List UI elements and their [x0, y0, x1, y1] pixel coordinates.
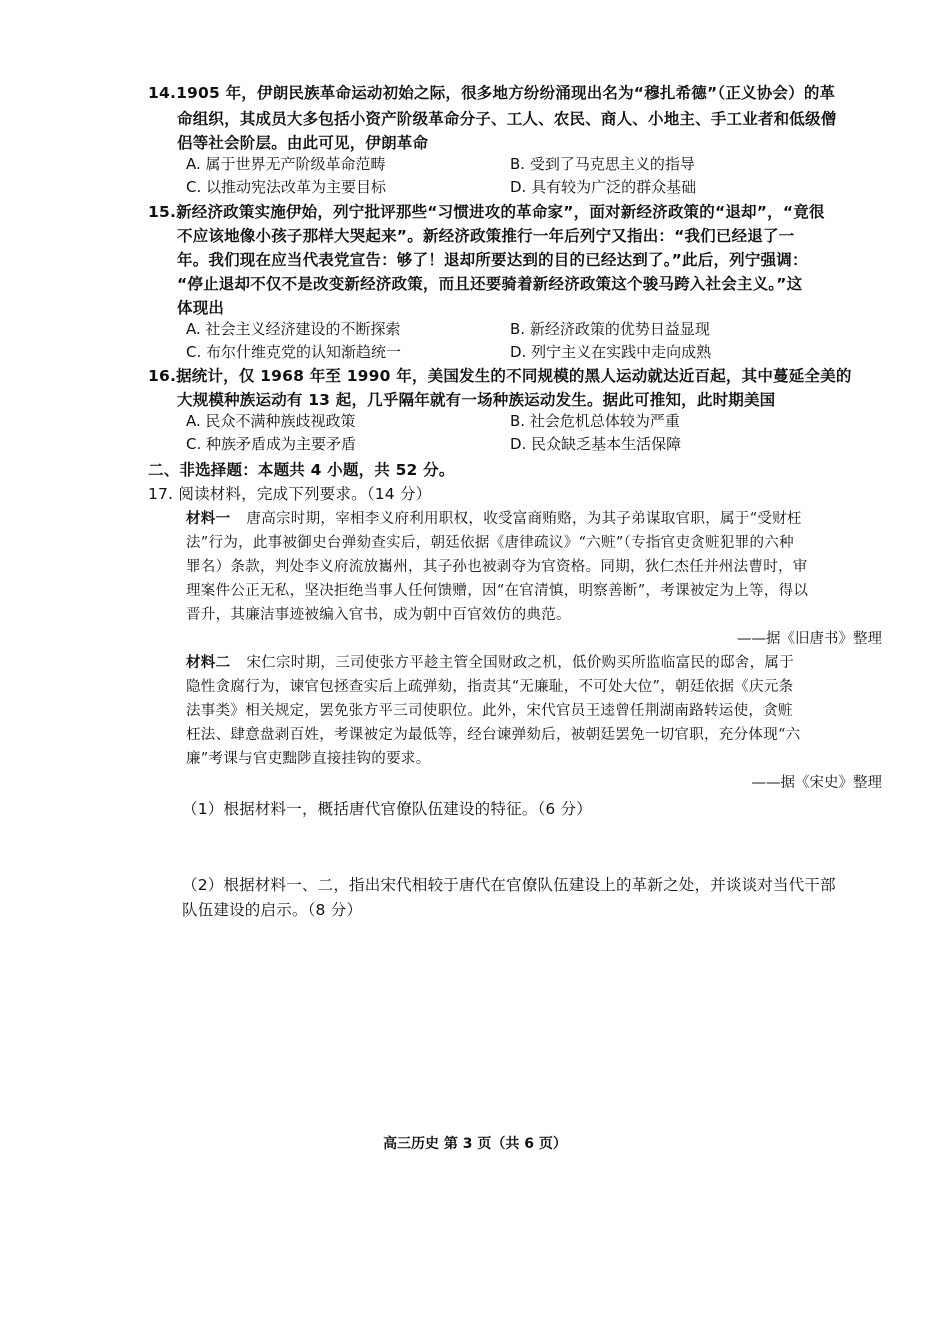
material-1-line-1: 材料一 唐高宗时期，宰相李义府利用职权，收受富商贿赂，为其子弟谋取官职，属于“受财枉: [186, 510, 802, 527]
question-16-line-2: 大规模种族运动有 13 起，几乎隔年就有一场种族运动发生。据此可推知，此时期美国: [177, 391, 776, 409]
sub-question-1: （1）根据材料一，概括唐代官僚队伍建设的特征。（6 分）: [182, 800, 593, 818]
material-2-line-2: 隐性贪腐行为，谏官包拯查实后上疏弹劾，指责其“无廉耻，不可处大位”，朝廷依据《庆元条: [186, 679, 794, 695]
material-1-label: 材料一: [186, 510, 231, 527]
question-17-intro: 17. 阅读材料，完成下列要求。（14 分）: [148, 485, 432, 503]
material-2-line-5: 廉”考课与官吏黜陟直接挂钩的要求。: [186, 751, 431, 767]
question-15-line-1: 15.新经济政策实施伊始，列宁批评那些“习惯进攻的革命家”，面对新经济政策的“退却”，“竟很: [148, 203, 825, 221]
option-15-c: C. 布尔什维克党的认知渐趋统一: [186, 343, 402, 361]
option-15-d: D. 列宁主义在实践中走向成熟: [510, 343, 712, 361]
material-2-line-1: 材料二 宋仁宗时期，三司使张方平趁主管全国财政之机，低价购买所监临富民的邸舍，属于: [186, 654, 795, 671]
option-14-c: C. 以推动宪法改革为主要目标: [186, 178, 387, 196]
sub-question-2-line-2: 队伍建设的启示。（8 分）: [182, 901, 363, 919]
option-16-a: A. 民众不满种族歧视政策: [186, 412, 356, 430]
option-15-b: B. 新经济政策的优势日益显现: [510, 320, 710, 338]
question-14-line-3: 侣等社会阶层。由此可见，伊朗革命: [177, 134, 429, 152]
question-number: 16.: [148, 367, 177, 385]
option-15-a: A. 社会主义经济建设的不断探索: [186, 320, 401, 338]
option-16-c: C. 种族矛盾成为主要矛盾: [186, 435, 357, 453]
material-1-line-3: 罪名）条款，判处李义府流放巂州，其子孙也被剥夺为官资格。同期，狄仁杰任并州法曹时，审: [186, 559, 808, 575]
sub-question-2-line-1: （2）根据材料一、二，指出宋代相较于唐代在官僚队伍建设上的革新之处，并谈谈对当代干部: [182, 876, 836, 894]
option-14-d: D. 具有较为广泛的群众基础: [510, 178, 697, 196]
material-1-line-2: 法”行为，此事被御史台弹劾查实后，朝廷依据《唐律疏议》“六赃”（专指官吏贪赃犯罪的六种: [186, 535, 794, 551]
question-14-line-2: 命组织，其成员大多包括小资产阶级革命分子、工人、农民、商人、小地主、手工业者和低级僧: [177, 110, 837, 128]
material-2-line-4: 枉法、肆意盘剥百姓，考课被定为最低等，经台谏弹劾后，被朝廷罢免一切官职，充分体现“六: [186, 727, 801, 743]
section-heading: 二、非选择题：本题共 4 小题，共 52 分。: [148, 461, 455, 479]
material-2-source: ——据《宋史》整理: [751, 775, 882, 791]
option-16-b: B. 社会危机总体较为严重: [510, 412, 680, 430]
question-15-line-4: “停止退却不仅不是改变新经济政策，而且还要骑着新经济政策这个骏马跨入社会主义。”这: [177, 275, 803, 293]
question-15-line-5: 体现出: [177, 299, 225, 317]
question-number: 15.: [148, 203, 177, 221]
material-1-source: ——据《旧唐书》整理: [737, 631, 882, 647]
question-15-line-2: 不应该地像小孩子那样大哭起来”。新经济政策推行一年后列宁又指出：“我们已经退了一: [177, 227, 795, 245]
material-2-line-3: 法事类》相关规定，罢免张方平三司使职位。此外，宋代官员王逵曾任荆湖南路转运使，贪赃: [186, 703, 793, 719]
option-16-d: D. 民众缺乏基本生活保障: [510, 435, 682, 453]
question-number: 14.: [148, 84, 177, 102]
question-15-line-3: 年。我们现在应当代表党宣告：够了！退却所要达到的目的已经达到了。”此后，列宁强调：: [177, 251, 808, 269]
question-14-line-1: 14.1905 年，伊朗民族革命运动初始之际，很多地方纷纷涌现出名为“穆扎希德”（正义协会）的革: [148, 84, 836, 102]
material-1-line-4: 理案件公正无私，坚决拒绝当事人任何馈赠，因“在官清慎，明察善断”，考课被定为上等，得以: [186, 583, 809, 599]
question-16-line-1: 16.据统计，仅 1968 年至 1990 年，美国发生的不同规模的黑人运动就达近百起，其中蔓延全美的: [148, 367, 852, 385]
option-14-b: B. 受到了马克思主义的指导: [510, 155, 695, 173]
material-2-label: 材料二: [186, 654, 231, 671]
option-14-a: A. 属于世界无产阶级革命范畴: [186, 155, 386, 173]
material-1-line-5: 晋升，其廉洁事迹被编入官书，成为朝中百官效仿的典范。: [186, 607, 571, 623]
page-footer: 高三历史 第 3 页（共 6 页）: [383, 1136, 567, 1152]
